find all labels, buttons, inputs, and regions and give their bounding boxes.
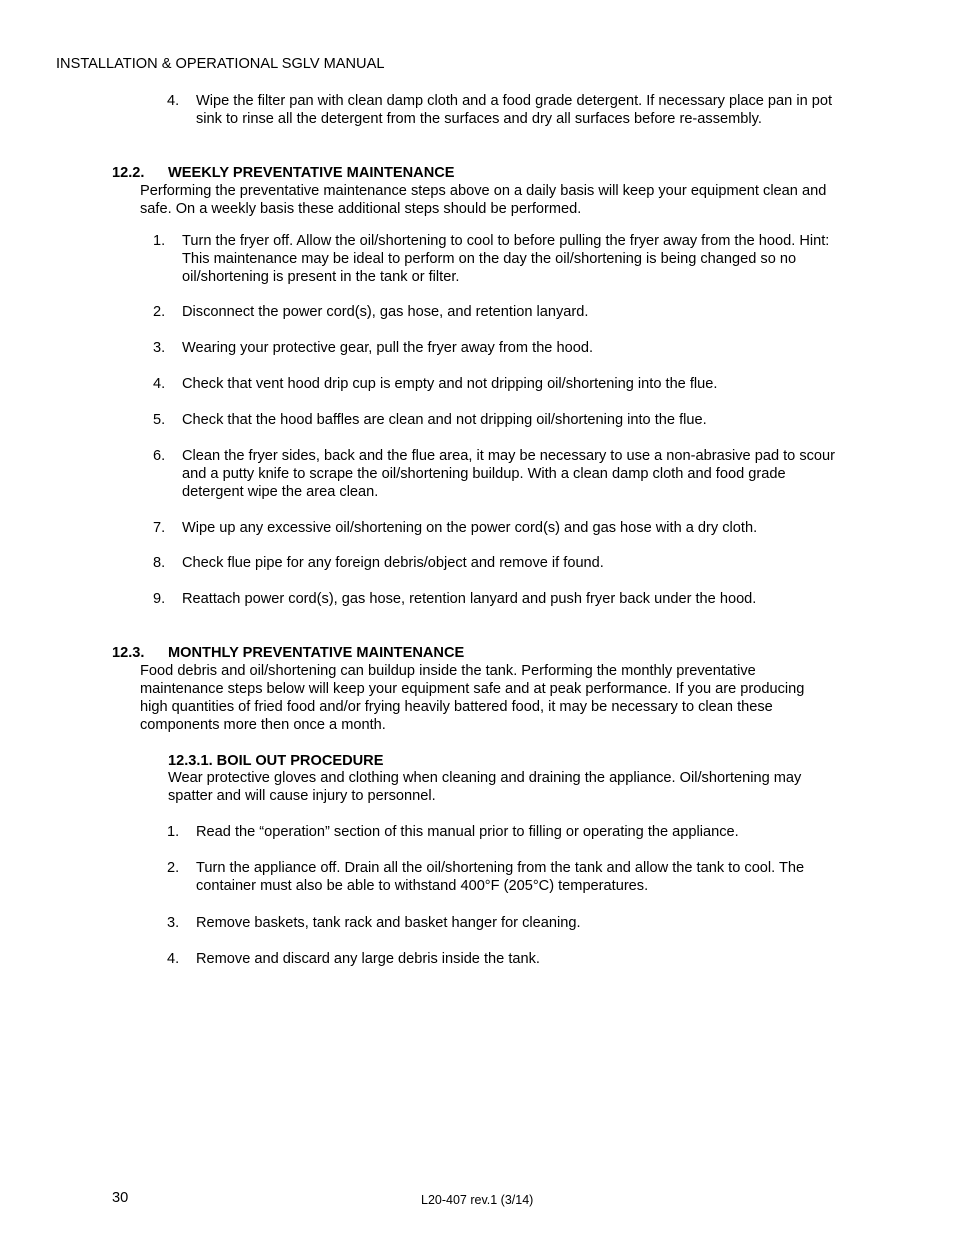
list-item-text: Turn the appliance off. Drain all the oil/shortening from the tank and allow the tank to cool. The container must also be able to withstand 400°F (205°C) temperatures.	[196, 860, 805, 894]
list-item-number: 6.	[153, 448, 166, 464]
list-item-number: 8.	[153, 555, 166, 571]
list-item-number: 7.	[153, 520, 166, 536]
list-item-text: Wipe up any excessive oil/shortening on the power cord(s) and gas hose with a dry cloth.	[182, 520, 758, 536]
section-number: 12.3.	[112, 645, 145, 661]
list-item-number: 5.	[153, 412, 166, 428]
section-number: 12.2.	[112, 165, 145, 181]
section-12-2-intro: Performing the preventative maintenance steps above on a daily basis will keep your equipment clean and safe. On a weekly basis these additional steps should be performed.	[140, 183, 827, 217]
section-12-3-intro: Food debris and oil/shortening can buildup inside the tank. Performing the monthly preventative maintenance steps below will keep your equipment safe and at peak performance. If you are producing high quantities of fried food and/or frying heavily battered food, it may be necessary to clean these components more then once a month.	[140, 663, 805, 733]
list-item-text: Wipe the filter pan with clean damp cloth and a food grade detergent. If necessary place pan in pot sink to rinse all the detergent from the surfaces and dry all surfaces before re-assembly.	[196, 93, 833, 127]
list-item-text: Read the “operation” section of this manual prior to filling or operating the appliance.	[196, 824, 739, 840]
list-item-number: 1.	[153, 233, 166, 249]
list-item-text: Check that the hood baffles are clean and not dripping oil/shortening into the flue.	[182, 412, 707, 428]
list-item-text: Turn the fryer off. Allow the oil/shortening to cool to before pulling the fryer away from the hood. Hint: This maintenance may be ideal to perform on the day the oil/shortening is being changed so no oil/shortening is present in the tank or filter.	[182, 233, 830, 285]
list-item-text: Clean the fryer sides, back and the flue area, it may be necessary to use a non-abrasive pad to scour and a putty knife to scrape the oil/shortening buildup. With a clean damp cloth and food grade detergent wipe the area clean.	[182, 448, 836, 500]
section-title: WEEKLY PREVENTATIVE MAINTENANCE	[168, 165, 455, 181]
document-revision: L20-407 rev.1 (3/14)	[421, 1193, 534, 1207]
list-item-text: Remove and discard any large debris inside the tank.	[196, 951, 540, 967]
list-item-text: Check flue pipe for any foreign debris/object and remove if found.	[182, 555, 604, 571]
list-item-text: Disconnect the power cord(s), gas hose, and retention lanyard.	[182, 304, 589, 320]
section-title: MONTHLY PREVENTATIVE MAINTENANCE	[168, 645, 465, 661]
list-item-text: Check that vent hood drip cup is empty and not dripping oil/shortening into the flue.	[182, 376, 718, 392]
list-item-number: 3.	[167, 915, 180, 931]
list-item-number: 2.	[167, 860, 180, 876]
section-12-3-1-heading: 12.3.1. BOIL OUT PROCEDURE	[168, 753, 384, 769]
section-12-3-1-intro: Wear protective gloves and clothing when cleaning and draining the appliance. Oil/shortening may spatter and will cause injury to personnel.	[168, 770, 802, 804]
page-header-title: INSTALLATION & OPERATIONAL SGLV MANUAL	[56, 56, 385, 72]
list-item-number: 4.	[167, 951, 180, 967]
list-item-number: 3.	[153, 340, 166, 356]
page-number: 30	[112, 1190, 129, 1206]
list-item-text: Remove baskets, tank rack and basket hanger for cleaning.	[196, 915, 581, 931]
list-item-number: 4.	[167, 93, 180, 109]
list-item-text: Reattach power cord(s), gas hose, retention lanyard and push fryer back under the hood.	[182, 591, 757, 607]
list-item-number: 9.	[153, 591, 166, 607]
list-item-text: Wearing your protective gear, pull the fryer away from the hood.	[182, 340, 593, 356]
list-item-number: 2.	[153, 304, 166, 320]
list-item-number: 1.	[167, 824, 180, 840]
list-item-number: 4.	[153, 376, 166, 392]
